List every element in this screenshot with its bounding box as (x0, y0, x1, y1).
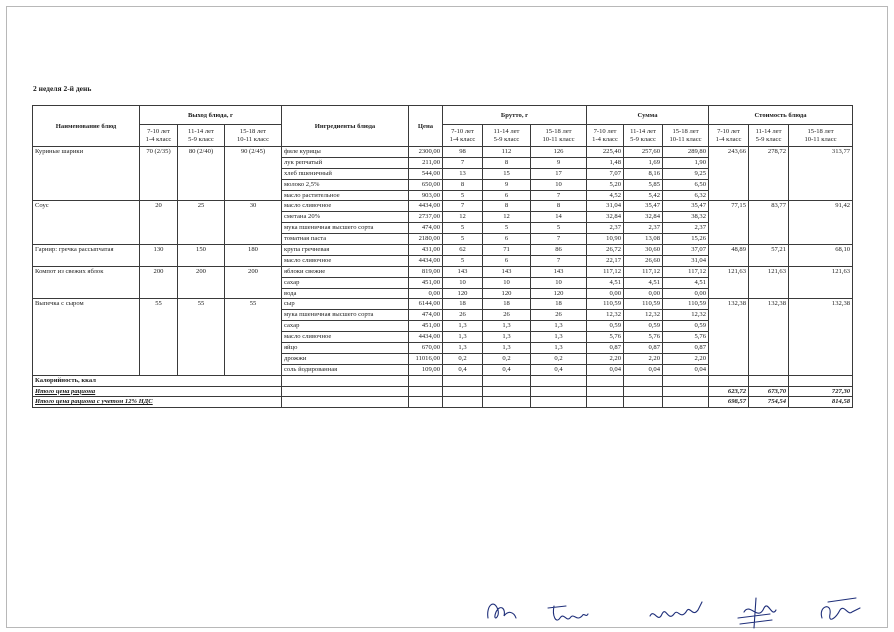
dish-portion: 180 (225, 245, 282, 267)
dish-name: Куриные шарики (33, 147, 140, 201)
ingredient-name: масло сливочное (282, 255, 409, 266)
ingredient-gross: 126 (531, 147, 587, 158)
ingredient-sum: 0,00 (663, 288, 709, 299)
dish-portion: 90 (2/45) (225, 147, 282, 201)
ration-total-label: Итого цена рациона (33, 386, 282, 397)
ingredient-gross: 120 (531, 288, 587, 299)
dish-portion: 55 (225, 299, 282, 375)
dish-portion: 150 (178, 245, 225, 267)
age-group-header (178, 125, 225, 147)
ingredient-gross: 0,4 (483, 364, 531, 375)
ingredient-sum: 5,20 (587, 179, 624, 190)
ingredient-name: сметана 20% (282, 212, 409, 223)
dish-cost: 68,10 (789, 245, 853, 267)
age-range: 7-10 лет (593, 127, 617, 135)
ingredient-name: дрожжи (282, 353, 409, 364)
ingredient-name: вода (282, 288, 409, 299)
dish-name: Выпечка с сыром (33, 299, 140, 375)
dish-cost: 48,89 (709, 245, 749, 267)
ingredient-gross: 62 (443, 245, 483, 256)
dish-cost: 121,63 (749, 266, 789, 299)
age-group-header (140, 125, 178, 147)
header-cost: Стоимость блюда (709, 106, 853, 125)
signature-5 (821, 598, 860, 619)
ingredient-name: сыр (282, 299, 409, 310)
ingredient-gross: 0,4 (531, 364, 587, 375)
calories-label: Калорийность, ккал (33, 375, 282, 386)
ingredient-name: лук репчатый (282, 157, 409, 168)
header-price: Цена (409, 106, 443, 147)
header-ingredients: Ингредиенты блюда (282, 106, 409, 147)
age-range: 11-14 лет (493, 127, 520, 135)
ingredient-sum: 1,90 (663, 157, 709, 168)
ingredient-price: 650,00 (409, 179, 443, 190)
ingredient-sum: 12,32 (587, 310, 624, 321)
ingredient-gross: 7 (443, 201, 483, 212)
age-range: 15-18 лет (239, 127, 267, 135)
ingredient-gross: 10 (531, 179, 587, 190)
menu-cost-table (32, 105, 853, 408)
age-group-header (531, 125, 587, 147)
ingredient-sum: 0,04 (663, 364, 709, 375)
dish-cost: 132,38 (789, 299, 853, 375)
ingredient-price: 903,00 (409, 190, 443, 201)
age-range: 11-14 лет (755, 127, 782, 135)
ingredient-gross: 5 (483, 223, 531, 234)
grade-range: 1-4 класс (715, 135, 742, 143)
ingredient-name: яйцо (282, 343, 409, 354)
ingredient-gross: 12 (483, 212, 531, 223)
dish-cost: 121,63 (709, 266, 749, 299)
dish-portion: 130 (140, 245, 178, 267)
dish-name: Компот из свежих яблок (33, 266, 140, 299)
ration-vat-label: Итого цена рациона с учетом 12% НДС (33, 397, 282, 408)
ingredient-price: 474,00 (409, 223, 443, 234)
ingredient-sum: 38,32 (663, 212, 709, 223)
ration-vat-value: 814,58 (789, 397, 853, 408)
ingredient-gross: 0,2 (531, 353, 587, 364)
ingredient-price: 431,00 (409, 245, 443, 256)
age-group-header (443, 125, 483, 147)
ingredient-name: хлеб пшеничный (282, 168, 409, 179)
ingredient-sum: 30,60 (624, 245, 663, 256)
ingredient-gross: 120 (443, 288, 483, 299)
ingredient-price: 11016,00 (409, 353, 443, 364)
ingredient-name: томатная паста (282, 234, 409, 245)
ingredient-sum: 13,08 (624, 234, 663, 245)
ingredient-name: сахар (282, 321, 409, 332)
ingredient-sum: 110,59 (624, 299, 663, 310)
ingredient-gross: 0,4 (443, 364, 483, 375)
ingredient-gross: 18 (531, 299, 587, 310)
ingredient-sum: 2,37 (587, 223, 624, 234)
dish-portion: 55 (178, 299, 225, 375)
calories-row (33, 375, 853, 386)
ingredient-sum: 5,42 (624, 190, 663, 201)
ingredient-sum: 15,26 (663, 234, 709, 245)
ingredient-gross: 1,3 (483, 332, 531, 343)
ingredient-gross: 7 (531, 190, 587, 201)
ingredient-gross: 26 (483, 310, 531, 321)
ingredient-name: филе курицы (282, 147, 409, 158)
ingredient-sum: 0,04 (587, 364, 624, 375)
ingredient-row (33, 147, 853, 158)
age-group-header-row (33, 125, 853, 147)
grade-range: 5-9 класс (493, 135, 520, 143)
grade-range: 10-11 класс (236, 135, 270, 143)
ingredient-sum: 32,84 (587, 212, 624, 223)
ingredient-sum: 4,51 (663, 277, 709, 288)
day-title: 2 неделя 2-й день (33, 84, 92, 93)
ingredient-price: 4434,00 (409, 332, 443, 343)
dish-portion: 55 (140, 299, 178, 375)
ingredient-gross: 5 (443, 190, 483, 201)
ration-vat-value: 754,54 (749, 397, 789, 408)
ingredient-sum: 1,69 (624, 157, 663, 168)
ingredient-price: 4434,00 (409, 255, 443, 266)
ingredient-gross: 7 (443, 157, 483, 168)
age-group-header (624, 125, 663, 147)
ration-vat-value: 698,57 (709, 397, 749, 408)
grade-range: 5-9 класс (630, 135, 656, 143)
ingredient-gross: 7 (531, 234, 587, 245)
dish-cost: 91,42 (789, 201, 853, 245)
ingredient-gross: 8 (483, 201, 531, 212)
ingredient-sum: 5,85 (624, 179, 663, 190)
grade-range: 10-11 класс (542, 135, 575, 143)
ingredient-gross: 5 (443, 223, 483, 234)
ingredient-gross: 8 (443, 179, 483, 190)
ingredient-gross: 10 (483, 277, 531, 288)
age-group-header (225, 125, 282, 147)
signature-1 (488, 604, 516, 618)
grade-range: 10-11 класс (804, 135, 837, 143)
dish-cost: 57,21 (749, 245, 789, 267)
dish-cost: 132,38 (709, 299, 749, 375)
ingredient-sum: 10,90 (587, 234, 624, 245)
age-range: 15-18 лет (545, 127, 572, 135)
grade-range: 1-4 класс (449, 135, 476, 143)
ingredient-sum: 4,51 (624, 277, 663, 288)
ingredient-sum: 2,20 (624, 353, 663, 364)
ingredient-gross: 9 (483, 179, 531, 190)
ingredient-sum: 117,12 (587, 266, 624, 277)
ingredient-price: 2737,00 (409, 212, 443, 223)
grade-range: 1-4 класс (145, 135, 172, 143)
ingredient-gross: 10 (531, 277, 587, 288)
ingredient-gross: 1,3 (483, 343, 531, 354)
dish-cost: 83,77 (749, 201, 789, 245)
age-group-header (749, 125, 789, 147)
dish-cost: 313,77 (789, 147, 853, 201)
ingredient-sum: 0,04 (624, 364, 663, 375)
grade-range: 1-4 класс (592, 135, 618, 143)
ingredient-gross: 0,2 (443, 353, 483, 364)
ingredient-gross: 143 (443, 266, 483, 277)
ingredient-gross: 6 (483, 190, 531, 201)
ingredient-gross: 112 (483, 147, 531, 158)
ingredient-gross: 1,3 (443, 332, 483, 343)
ingredient-gross: 6 (483, 234, 531, 245)
ingredient-row (33, 299, 853, 310)
ingredient-sum: 12,32 (663, 310, 709, 321)
ingredient-sum: 4,52 (587, 190, 624, 201)
ingredient-sum: 2,20 (663, 353, 709, 364)
dish-portion: 200 (178, 266, 225, 299)
dish-portion: 200 (225, 266, 282, 299)
ingredient-sum: 2,37 (663, 223, 709, 234)
age-range: 7-10 лет (717, 127, 740, 135)
ingredient-gross: 86 (531, 245, 587, 256)
ingredient-name: сахар (282, 277, 409, 288)
dish-portion: 30 (225, 201, 282, 245)
ingredient-gross: 1,3 (483, 321, 531, 332)
ingredient-gross: 9 (531, 157, 587, 168)
dish-name: Соус (33, 201, 140, 245)
ingredient-row (33, 245, 853, 256)
ingredient-price: 0,00 (409, 288, 443, 299)
dish-cost: 121,63 (789, 266, 853, 299)
ingredient-sum: 32,84 (624, 212, 663, 223)
ingredient-sum: 1,48 (587, 157, 624, 168)
ingredient-gross: 1,3 (531, 321, 587, 332)
age-range: 15-18 лет (807, 127, 834, 135)
ingredient-name: мука пшеничная высшего сорта (282, 223, 409, 234)
ingredient-sum: 22,17 (587, 255, 624, 266)
ingredient-price: 109,00 (409, 364, 443, 375)
ingredient-sum: 6,50 (663, 179, 709, 190)
grade-range: 10-11 класс (669, 135, 702, 143)
ingredient-sum: 2,37 (624, 223, 663, 234)
grade-range: 5-9 класс (188, 135, 214, 143)
ingredient-sum: 4,51 (587, 277, 624, 288)
ingredient-price: 6144,00 (409, 299, 443, 310)
ingredient-gross: 143 (531, 266, 587, 277)
ingredient-sum: 2,20 (587, 353, 624, 364)
ingredient-sum: 7,07 (587, 168, 624, 179)
age-range: 7-10 лет (147, 127, 170, 135)
ingredient-sum: 257,60 (624, 147, 663, 158)
ingredient-sum: 26,60 (624, 255, 663, 266)
ingredient-price: 2180,00 (409, 234, 443, 245)
ingredient-sum: 26,72 (587, 245, 624, 256)
dish-cost: 77,15 (709, 201, 749, 245)
ingredient-sum: 35,47 (663, 201, 709, 212)
ingredient-gross: 14 (531, 212, 587, 223)
ingredient-row (33, 201, 853, 212)
ingredient-gross: 1,3 (443, 343, 483, 354)
table-body (33, 147, 853, 376)
ingredient-sum: 110,59 (587, 299, 624, 310)
ingredient-gross: 7 (531, 255, 587, 266)
ingredient-gross: 5 (443, 234, 483, 245)
age-group-header (709, 125, 749, 147)
grade-range: 5-9 класс (755, 135, 782, 143)
ingredient-gross: 5 (531, 223, 587, 234)
ingredient-price: 451,00 (409, 321, 443, 332)
dish-cost: 132,38 (749, 299, 789, 375)
ingredient-sum: 0,00 (587, 288, 624, 299)
age-range: 11-14 лет (188, 127, 214, 135)
ingredient-row (33, 266, 853, 277)
ingredient-sum: 225,40 (587, 147, 624, 158)
ingredient-name: яблоки свежие (282, 266, 409, 277)
ingredient-sum: 117,12 (624, 266, 663, 277)
ingredient-gross: 1,3 (531, 332, 587, 343)
ingredient-gross: 6 (483, 255, 531, 266)
ingredient-sum: 0,87 (663, 343, 709, 354)
dish-portion: 25 (178, 201, 225, 245)
ingredient-gross: 1,3 (531, 343, 587, 354)
ration-total-row (33, 386, 853, 397)
age-range: 11-14 лет (630, 127, 656, 135)
ingredient-name: соль йодированная (282, 364, 409, 375)
dish-name: Гарнир: гречка рассыпчатая (33, 245, 140, 267)
ingredient-price: 670,00 (409, 343, 443, 354)
ingredient-sum: 5,76 (624, 332, 663, 343)
ingredient-gross: 17 (531, 168, 587, 179)
ration-total-value: 623,72 (709, 386, 749, 397)
ingredient-sum: 0,00 (624, 288, 663, 299)
age-group-header (483, 125, 531, 147)
ingredient-gross: 26 (443, 310, 483, 321)
ingredient-sum: 31,04 (587, 201, 624, 212)
header-sum: Сумма (587, 106, 709, 125)
ingredient-gross: 98 (443, 147, 483, 158)
signatures (470, 588, 870, 632)
ingredient-sum: 12,32 (624, 310, 663, 321)
ingredient-sum: 289,80 (663, 147, 709, 158)
ration-vat-total-row (33, 397, 853, 408)
ingredient-name: масло растительное (282, 190, 409, 201)
ingredient-gross: 1,3 (443, 321, 483, 332)
ingredient-name: масло сливочное (282, 332, 409, 343)
ration-total-value: 727,30 (789, 386, 853, 397)
ingredient-gross: 18 (483, 299, 531, 310)
ingredient-gross: 120 (483, 288, 531, 299)
dish-cost: 243,66 (709, 147, 749, 201)
ingredient-sum: 0,59 (663, 321, 709, 332)
ingredient-gross: 71 (483, 245, 531, 256)
signature-4 (738, 598, 776, 628)
ingredient-name: мука пшеничная высшего сорта (282, 310, 409, 321)
header-gross: Брутто, г (443, 106, 587, 125)
ingredient-gross: 18 (443, 299, 483, 310)
ingredient-sum: 8,16 (624, 168, 663, 179)
ingredient-sum: 110,59 (663, 299, 709, 310)
age-group-header (587, 125, 624, 147)
ingredient-gross: 0,2 (483, 353, 531, 364)
ingredient-gross: 8 (483, 157, 531, 168)
dish-portion: 200 (140, 266, 178, 299)
ingredient-sum: 5,76 (587, 332, 624, 343)
dish-cost: 278,72 (749, 147, 789, 201)
ingredient-sum: 5,76 (663, 332, 709, 343)
ingredient-sum: 117,12 (663, 266, 709, 277)
ingredient-sum: 9,25 (663, 168, 709, 179)
age-range: 7-10 лет (451, 127, 474, 135)
dish-portion: 20 (140, 201, 178, 245)
ingredient-sum: 0,87 (624, 343, 663, 354)
ingredient-price: 544,00 (409, 168, 443, 179)
header-dish-name: Наименование блюд (33, 106, 140, 147)
age-group-header (789, 125, 853, 147)
ingredient-gross: 5 (443, 255, 483, 266)
ingredient-gross: 8 (531, 201, 587, 212)
dish-portion: 80 (2/40) (178, 147, 225, 201)
ingredient-gross: 10 (443, 277, 483, 288)
age-group-header (663, 125, 709, 147)
ingredient-price: 211,00 (409, 157, 443, 168)
ingredient-sum: 0,59 (624, 321, 663, 332)
ingredient-name: крупа гречневая (282, 245, 409, 256)
ingredient-name: молоко 2,5% (282, 179, 409, 190)
ingredient-gross: 13 (443, 168, 483, 179)
ingredient-price: 4434,00 (409, 201, 443, 212)
signature-3 (650, 602, 702, 617)
ingredient-gross: 26 (531, 310, 587, 321)
ingredient-price: 451,00 (409, 277, 443, 288)
header-portion: Выход блюда, г (140, 106, 282, 125)
ingredient-sum: 6,32 (663, 190, 709, 201)
ingredient-sum: 31,04 (663, 255, 709, 266)
ingredient-price: 2300,00 (409, 147, 443, 158)
ingredient-sum: 35,47 (624, 201, 663, 212)
ingredient-gross: 15 (483, 168, 531, 179)
ingredient-price: 474,00 (409, 310, 443, 321)
ingredient-sum: 37,07 (663, 245, 709, 256)
ingredient-name: масло сливочное (282, 201, 409, 212)
ingredient-price: 819,00 (409, 266, 443, 277)
ingredient-gross: 12 (443, 212, 483, 223)
age-range: 15-18 лет (672, 127, 699, 135)
dish-portion: 70 (2/35) (140, 147, 178, 201)
ration-total-value: 673,70 (749, 386, 789, 397)
ingredient-gross: 143 (483, 266, 531, 277)
signature-2 (548, 606, 588, 620)
ingredient-sum: 0,59 (587, 321, 624, 332)
ingredient-sum: 0,87 (587, 343, 624, 354)
